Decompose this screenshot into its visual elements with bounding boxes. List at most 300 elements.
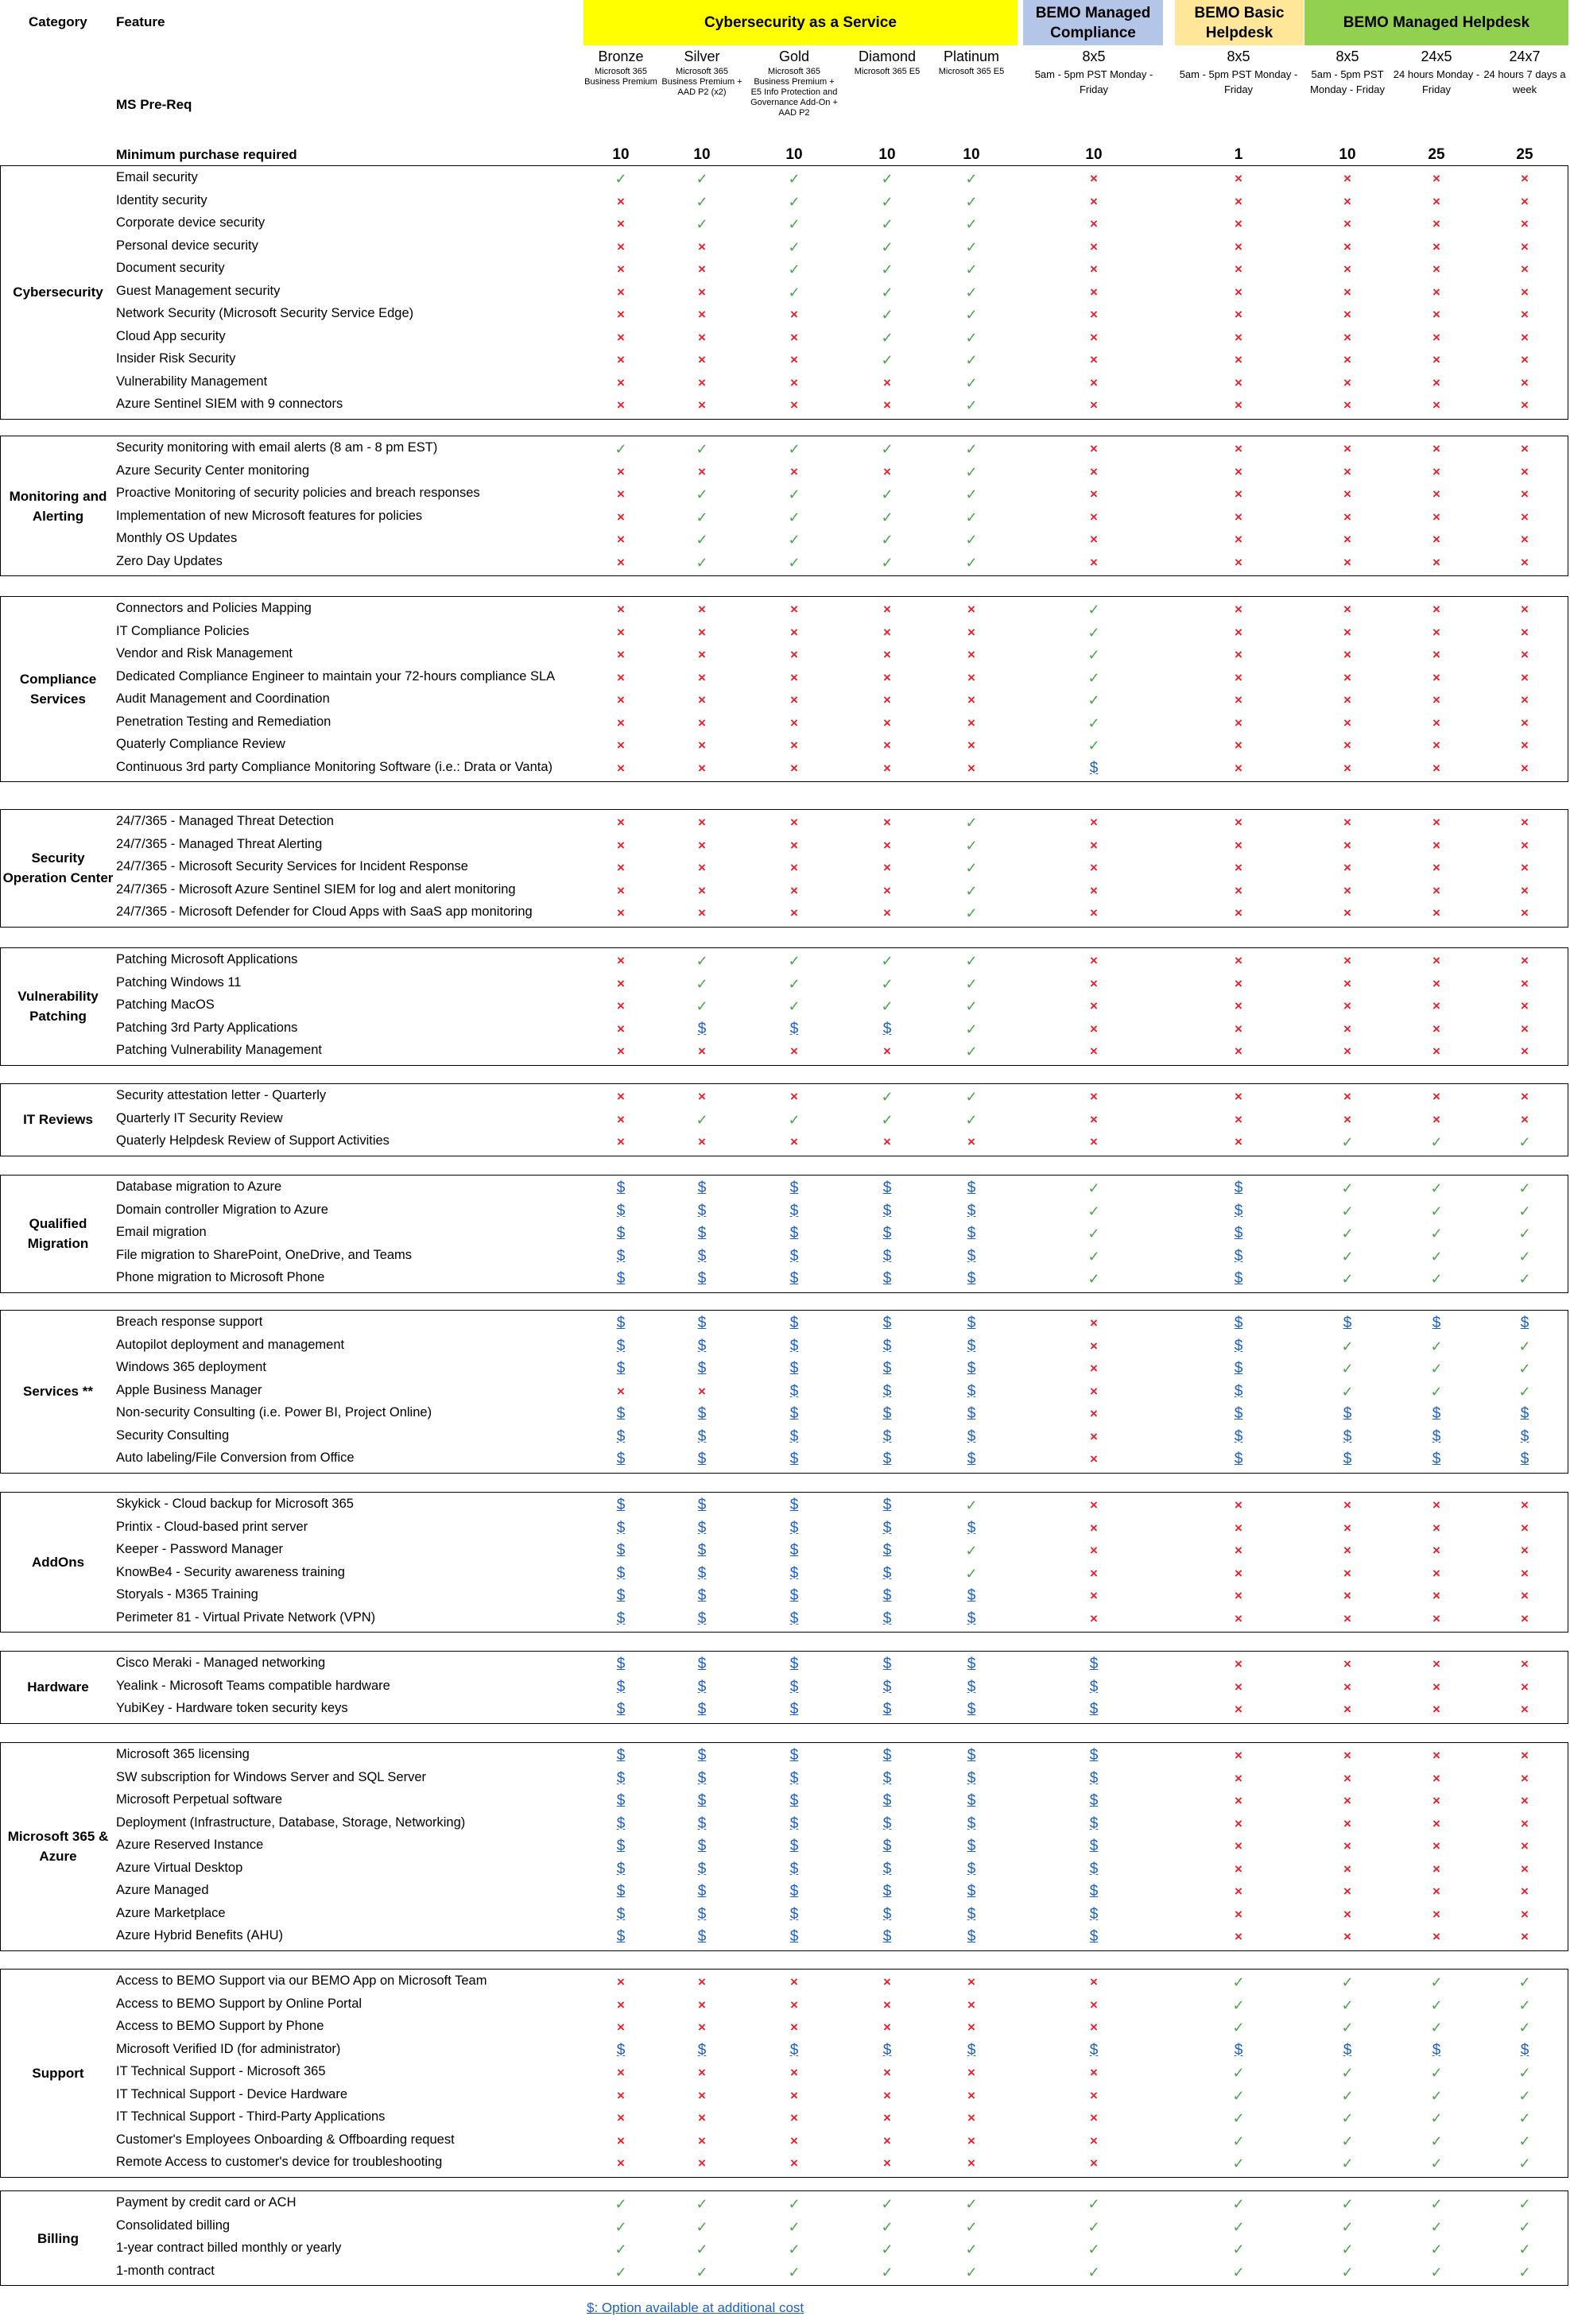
cross-icon: × [698, 624, 706, 640]
ms-prereq-label: MS Pre-Req [116, 97, 192, 112]
table-row [0, 599, 1568, 622]
cross-icon: × [617, 998, 625, 1013]
check-icon: ✓ [1232, 2241, 1245, 2257]
cross-icon: × [1432, 715, 1440, 730]
cross-icon: × [1521, 532, 1529, 547]
check-icon: ✓ [881, 532, 894, 548]
cross-icon: × [698, 1974, 706, 1989]
cross-icon: × [967, 647, 975, 662]
cross-icon: × [1090, 1610, 1098, 1626]
cross-icon: × [1090, 193, 1098, 209]
cross-icon: × [1090, 1588, 1098, 1603]
cross-icon: × [1432, 329, 1440, 345]
cross-icon: × [883, 374, 891, 390]
table-row [0, 552, 1568, 575]
dollar-icon: $ [882, 1427, 892, 1445]
cross-icon: × [1343, 352, 1351, 367]
cross-icon: × [1090, 1111, 1098, 1127]
check-icon: ✓ [1430, 1271, 1443, 1287]
check-icon: ✓ [1232, 2020, 1245, 2035]
dollar-icon: $ [882, 1315, 892, 1331]
table-row [0, 2262, 1568, 2284]
cross-icon: × [1432, 532, 1440, 547]
check-icon: ✓ [696, 171, 708, 187]
check-icon: ✓ [696, 193, 708, 210]
cross-icon: × [617, 1111, 625, 1127]
table-row [0, 1019, 1568, 1041]
cross-icon: × [1090, 1428, 1098, 1444]
cross-icon: × [1521, 463, 1529, 479]
dollar-icon: $ [697, 1179, 707, 1196]
cross-icon: × [617, 815, 625, 830]
cross-icon: × [1432, 1815, 1440, 1831]
cross-icon: × [883, 1974, 891, 1989]
dollar-icon: $ [1089, 759, 1099, 777]
dollar-icon: $ [1089, 1905, 1099, 1923]
check-icon: ✓ [1232, 2156, 1245, 2171]
cross-icon: × [617, 216, 625, 231]
dollar-icon: $ [697, 1315, 707, 1331]
check-icon: ✓ [881, 998, 894, 1014]
check-icon: ✓ [965, 486, 978, 502]
table-row [0, 713, 1568, 735]
feature-label: Payment by credit card or ACH [116, 2195, 297, 2210]
table-row [0, 327, 1568, 350]
cross-icon: × [698, 647, 706, 662]
feature-label: 24/7/365 - Microsoft Defender for Cloud Apps with SaaS app monitoring [116, 904, 533, 919]
cross-icon: × [617, 860, 625, 875]
category-label: Hardware [27, 1679, 89, 1695]
cross-icon: × [698, 1997, 706, 2012]
cross-icon: × [698, 860, 706, 875]
check-icon: ✓ [1087, 1226, 1100, 1241]
cross-icon: × [790, 463, 798, 479]
cross-icon: × [1521, 715, 1529, 730]
dollar-icon: $ [1234, 1451, 1243, 1467]
table-row [0, 758, 1568, 780]
cross-icon: × [698, 837, 706, 853]
dollar-icon: $ [882, 1497, 892, 1513]
cross-icon: × [1090, 1997, 1098, 2012]
cross-icon: × [1090, 1543, 1098, 1558]
dollar-icon: $ [789, 1883, 799, 1900]
dollar-icon: $ [967, 1225, 976, 1241]
cross-icon: × [1343, 261, 1351, 277]
cross-icon: × [883, 602, 891, 617]
cross-icon: × [883, 2156, 891, 2171]
table-row [0, 1540, 1568, 1563]
check-icon: ✓ [1341, 2132, 1354, 2149]
feature-label: Connectors and Policies Mapping [116, 601, 312, 615]
cross-icon: × [1432, 261, 1440, 277]
check-icon: ✓ [696, 509, 708, 525]
table-row [0, 484, 1568, 506]
column-tier-7: 8x5 [1227, 48, 1250, 64]
dollar-icon: $ [616, 1883, 626, 1900]
cross-icon: × [967, 1974, 975, 1989]
check-icon: ✓ [788, 2241, 801, 2257]
dollar-icon: $ [967, 1792, 976, 1809]
check-icon: ✓ [696, 998, 708, 1014]
cross-icon: × [1090, 329, 1098, 345]
cross-icon: × [1432, 1656, 1440, 1671]
footnote-additional-cost[interactable]: $: Option available at additional cost [587, 2300, 804, 2315]
cross-icon: × [1235, 975, 1242, 991]
dollar-icon: $ [697, 1270, 707, 1287]
cross-icon: × [967, 669, 975, 685]
cross-icon: × [790, 352, 798, 367]
dollar-icon: $ [1089, 1883, 1099, 1900]
feature-label: Document security [116, 261, 225, 275]
dollar-icon: $ [967, 1747, 976, 1764]
dollar-icon: $ [616, 1747, 626, 1764]
check-icon: ✓ [696, 441, 708, 457]
min-purchase-value-8: 10 [1339, 146, 1356, 163]
table-row [0, 835, 1568, 858]
table-row [0, 1995, 1568, 2017]
cross-icon: × [1521, 738, 1529, 753]
dollar-icon: $ [967, 1656, 976, 1672]
cross-icon: × [883, 905, 891, 920]
cross-icon: × [1521, 1838, 1529, 1853]
dollar-icon: $ [789, 1587, 799, 1604]
dollar-icon: $ [697, 1678, 707, 1695]
cross-icon: × [1521, 171, 1529, 186]
dollar-icon: $ [697, 1609, 707, 1627]
cross-icon: × [1521, 1906, 1529, 1922]
cross-icon: × [1343, 1565, 1351, 1581]
check-icon: ✓ [965, 532, 978, 548]
cross-icon: × [1521, 307, 1529, 322]
table-row [0, 192, 1568, 214]
min-purchase-value-5: 10 [963, 146, 980, 163]
cross-icon: × [790, 715, 798, 730]
cross-icon: × [1521, 1679, 1529, 1695]
column-subtitle-10: 24 hours 7 days a week [1483, 68, 1566, 95]
check-icon: ✓ [1430, 2156, 1443, 2171]
cross-icon: × [1343, 760, 1351, 776]
cross-icon: × [698, 261, 706, 277]
check-icon: ✓ [1232, 1974, 1245, 1990]
feature-label: Database migration to Azure [116, 1179, 282, 1194]
dollar-icon: $ [882, 1337, 892, 1354]
cross-icon: × [1343, 1679, 1351, 1695]
check-icon: ✓ [1341, 1226, 1354, 1241]
check-icon: ✓ [1518, 2196, 1531, 2212]
cross-icon: × [1235, 738, 1242, 753]
feature-label: Deployment (Infrastructure, Database, Storage, Networking) [116, 1815, 466, 1830]
feature-label: Skykick - Cloud backup for Microsoft 365 [116, 1497, 354, 1511]
dollar-icon: $ [697, 1542, 707, 1559]
cross-icon: × [1432, 1748, 1440, 1763]
check-icon: ✓ [1430, 2065, 1443, 2081]
cross-icon: × [967, 2132, 975, 2148]
category-label: Billing [37, 2230, 79, 2246]
check-icon: ✓ [1430, 2132, 1443, 2149]
check-icon: ✓ [1430, 1974, 1443, 1990]
table-row [0, 1699, 1568, 1722]
category-label: AddOns [31, 1555, 85, 1570]
feature-label: Patching Vulnerability Management [116, 1043, 322, 1057]
cross-icon: × [1090, 238, 1098, 254]
check-icon: ✓ [965, 882, 978, 899]
check-icon: ✓ [881, 238, 894, 255]
dollar-icon: $ [1520, 1405, 1529, 1422]
table-row [0, 858, 1568, 880]
check-icon: ✓ [1341, 1383, 1354, 1400]
check-icon: ✓ [1341, 1361, 1354, 1377]
column-subtitle-7: 5am - 5pm PST Monday - Friday [1179, 68, 1298, 95]
dollar-icon: $ [882, 1883, 892, 1900]
table-row [0, 996, 1568, 1018]
cross-icon: × [1521, 624, 1529, 640]
table-row [0, 2017, 1568, 2039]
check-icon: ✓ [1518, 1271, 1531, 1287]
check-icon: ✓ [881, 2196, 894, 2212]
cross-icon: × [1521, 1748, 1529, 1763]
column-subtitle-9: 24 hours Monday - Friday [1393, 68, 1480, 95]
cross-icon: × [1432, 1702, 1440, 1717]
cross-icon: × [1343, 692, 1351, 707]
feature-label: Remote Access to customer's device for troubleshooting [116, 2155, 443, 2169]
cross-icon: × [1090, 441, 1098, 456]
dollar-icon: $ [967, 1451, 976, 1467]
cross-icon: × [1235, 647, 1242, 662]
cross-icon: × [1432, 216, 1440, 231]
table-row [0, 1223, 1568, 1245]
check-icon: ✓ [965, 905, 978, 921]
cross-icon: × [617, 882, 625, 898]
column-subtitle-2: Microsoft 365 Business Premium + AAD P2 (x2) [661, 67, 742, 97]
check-icon: ✓ [696, 953, 708, 969]
check-icon: ✓ [1341, 2241, 1354, 2257]
dollar-icon: $ [616, 1815, 626, 1832]
check-icon: ✓ [1341, 1134, 1354, 1150]
cross-icon: × [1235, 1044, 1242, 1059]
check-icon: ✓ [1087, 1203, 1100, 1219]
check-icon: ✓ [881, 2241, 894, 2257]
cross-icon: × [1343, 1861, 1351, 1877]
cross-icon: × [1090, 397, 1098, 413]
cross-icon: × [1343, 1793, 1351, 1808]
column-subtitle-6: 5am - 5pm PST Monday - Friday [1034, 68, 1153, 95]
feature-label: Email migration [116, 1225, 207, 1239]
table-row [0, 2153, 1568, 2175]
check-icon: ✓ [965, 193, 978, 210]
cross-icon: × [1090, 1021, 1098, 1036]
cross-icon: × [1235, 998, 1242, 1013]
cross-icon: × [617, 953, 625, 968]
cross-icon: × [617, 397, 625, 413]
dollar-icon: $ [697, 1564, 707, 1582]
check-icon: ✓ [696, 2196, 708, 2212]
cross-icon: × [698, 352, 706, 367]
cross-icon: × [1432, 1679, 1440, 1695]
check-icon: ✓ [881, 307, 894, 323]
band-basic-helpdesk: BEMO Basic Helpdesk [1175, 0, 1304, 45]
cross-icon: × [617, 2087, 625, 2103]
cross-icon: × [790, 1044, 798, 1059]
cross-icon: × [1235, 261, 1242, 277]
dollar-icon: $ [1343, 2041, 1352, 2059]
check-icon: ✓ [965, 171, 978, 187]
cross-icon: × [1090, 837, 1098, 853]
dollar-icon: $ [789, 1451, 799, 1467]
feature-label: Quaterly Compliance Review [116, 737, 285, 751]
check-icon: ✓ [1430, 1248, 1443, 1265]
cross-icon: × [1432, 284, 1440, 300]
feature-label: Patching Microsoft Applications [116, 952, 298, 966]
dollar-icon: $ [697, 1427, 707, 1445]
cross-icon: × [1090, 532, 1098, 547]
min-purchase-value-10: 25 [1516, 146, 1533, 163]
dollar-icon: $ [1343, 1427, 1352, 1445]
feature-label: Network Security (Microsoft Security Service Edge) [116, 306, 414, 320]
table-row [0, 1495, 1568, 1517]
cross-icon: × [1521, 975, 1529, 991]
cross-icon: × [1235, 441, 1242, 456]
table-row [0, 690, 1568, 712]
dollar-icon: $ [697, 1247, 707, 1265]
check-icon: ✓ [1430, 1226, 1443, 1241]
table-row [0, 974, 1568, 996]
cross-icon: × [698, 284, 706, 300]
cross-icon: × [967, 1134, 975, 1149]
table-row [0, 395, 1568, 417]
dollar-icon: $ [1520, 1427, 1529, 1445]
cross-icon: × [1521, 1884, 1529, 1899]
table-row [0, 2108, 1568, 2130]
cross-icon: × [883, 669, 891, 685]
cross-icon: × [967, 2065, 975, 2080]
check-icon: ✓ [614, 2196, 627, 2212]
feature-label: Azure Marketplace [116, 1905, 226, 1920]
check-icon: ✓ [1232, 2087, 1245, 2104]
cross-icon: × [1343, 554, 1351, 570]
cross-icon: × [1343, 509, 1351, 525]
cross-icon: × [1235, 882, 1242, 898]
cross-icon: × [1235, 1565, 1242, 1581]
cross-icon: × [1235, 1929, 1242, 1944]
check-icon: ✓ [1087, 1271, 1100, 1287]
cross-icon: × [1521, 815, 1529, 830]
cross-icon: × [1235, 953, 1242, 968]
dollar-icon: $ [697, 1860, 707, 1877]
band-cybersecurity-as-a-service: Cybersecurity as a Service [583, 0, 1018, 45]
feature-label: Perimeter 81 - Virtual Private Network (VPN) [116, 1609, 376, 1625]
check-icon: ✓ [965, 374, 978, 391]
check-icon: ✓ [1518, 2087, 1531, 2104]
dollar-icon: $ [789, 1815, 799, 1832]
cross-icon: × [617, 1089, 625, 1104]
table-row [0, 668, 1568, 690]
cross-icon: × [1343, 998, 1351, 1013]
dollar-icon: $ [697, 1020, 707, 1037]
cross-icon: × [790, 669, 798, 685]
cross-icon: × [1235, 1588, 1242, 1603]
cross-icon: × [883, 624, 891, 640]
dollar-icon: $ [1520, 1315, 1529, 1331]
check-icon: ✓ [881, 554, 894, 571]
check-icon: ✓ [788, 2218, 801, 2235]
min-purchase-value-2: 10 [693, 146, 711, 163]
cross-icon: × [1235, 1497, 1242, 1513]
cross-icon: × [1343, 397, 1351, 413]
cross-icon: × [883, 2110, 891, 2125]
dollar-icon: $ [697, 1451, 707, 1467]
table-row [0, 735, 1568, 757]
dollar-icon: $ [697, 1202, 707, 1219]
cross-icon: × [617, 692, 625, 707]
cross-icon: × [1343, 284, 1351, 300]
table-row [0, 2040, 1568, 2063]
category-label: Support [32, 2065, 84, 2081]
cross-icon: × [698, 2065, 706, 2080]
dollar-icon: $ [882, 1179, 892, 1196]
feature-label: File migration to SharePoint, OneDrive, and Teams [116, 1247, 413, 1262]
feature-label: Security monitoring with email alerts (8 am - 8 pm EST) [116, 440, 438, 455]
dollar-icon: $ [967, 1678, 976, 1695]
check-icon: ✓ [1430, 1383, 1443, 1400]
check-icon: ✓ [881, 1089, 894, 1105]
dollar-icon: $ [789, 1315, 799, 1331]
table-row [0, 1904, 1568, 1927]
check-icon: ✓ [1087, 692, 1100, 708]
cross-icon: × [1432, 860, 1440, 875]
check-icon: ✓ [1232, 2218, 1245, 2235]
dollar-icon: $ [882, 1860, 892, 1877]
cross-icon: × [617, 2132, 625, 2148]
table-row [0, 462, 1568, 484]
cross-icon: × [790, 329, 798, 345]
check-icon: ✓ [881, 329, 894, 346]
check-icon: ✓ [1087, 669, 1100, 686]
cross-icon: × [698, 815, 706, 830]
cross-icon: × [1432, 647, 1440, 662]
cross-icon: × [617, 1021, 625, 1036]
check-icon: ✓ [1518, 2132, 1531, 2149]
min-purchase-value-6: 10 [1085, 146, 1103, 163]
check-icon: ✓ [965, 397, 978, 413]
dollar-icon: $ [789, 1497, 799, 1513]
cross-icon: × [1432, 738, 1440, 753]
dollar-icon: $ [616, 1202, 626, 1219]
cross-icon: × [617, 624, 625, 640]
cross-icon: × [698, 2132, 706, 2148]
check-icon: ✓ [1087, 624, 1100, 641]
feature-label: Guest Management security [116, 283, 281, 298]
cross-icon: × [967, 1997, 975, 2012]
check-icon: ✓ [1518, 1134, 1531, 1150]
dollar-icon: $ [882, 1815, 892, 1832]
feature-label: Zero Day Updates [116, 553, 223, 568]
check-icon: ✓ [1430, 2241, 1443, 2257]
feature-label: Azure Virtual Desktop [116, 1860, 243, 1875]
cross-icon: × [1432, 1838, 1440, 1853]
dollar-icon: $ [967, 1405, 976, 1422]
cross-icon: × [1343, 1111, 1351, 1127]
dollar-icon: $ [1089, 1838, 1099, 1854]
table-row [0, 903, 1568, 925]
cross-icon: × [883, 2087, 891, 2103]
cross-icon: × [1521, 1021, 1529, 1036]
cross-icon: × [1432, 1497, 1440, 1513]
cross-icon: × [617, 193, 625, 209]
cross-icon: × [1235, 238, 1242, 254]
table-row [0, 1677, 1568, 1699]
dollar-icon: $ [616, 1587, 626, 1604]
cross-icon: × [698, 2156, 706, 2171]
